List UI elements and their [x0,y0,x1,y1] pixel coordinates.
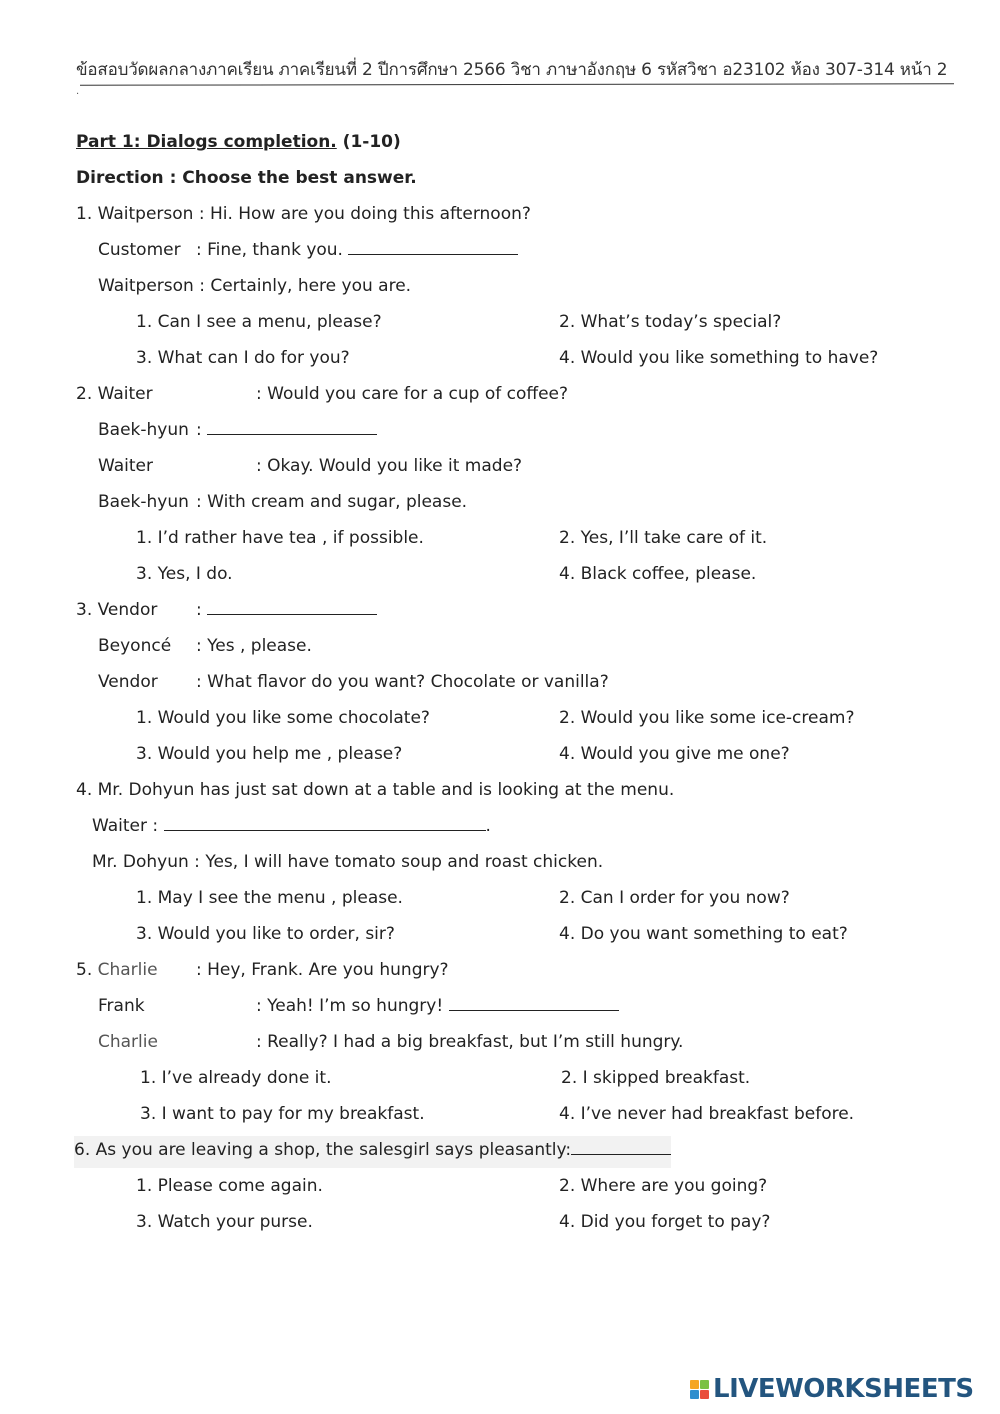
q4-line-2-end: . [485,816,491,836]
exam-header: ข้อสอบวัดผลกลางภาคเรียน ภาคเรียนที่ 2 ปีการศึกษา 2566 วิชา ภาษาอังกฤษ 6 รหัสวิชา อ23102 ห้อง 307-314 หน้า 2 [76,60,948,80]
q2-line-4: : With cream and sugar, please. [196,492,468,512]
q2-line-1: : Would you care for a cup of coffee? [256,384,569,404]
q4-line-1: 4. Mr. Dohyun has just sat down at a table and is looking at the menu. [76,780,675,800]
q6-choice-3[interactable]: 3. Watch your purse. [136,1212,313,1232]
q6-choice-4[interactable]: 4. Did you forget to pay? [559,1212,771,1232]
q6-choice-1[interactable]: 1. Please come again. [136,1176,323,1196]
liveworksheets-logo [690,1374,974,1404]
logo-text: LIVEWORKSHEETS [713,1374,974,1404]
q5-speaker-charlie: Charlie [97,960,158,980]
q1-answer-blank[interactable] [348,238,518,255]
q2-choice-2[interactable]: 2. Yes, I’ll take care of it. [559,528,768,548]
logo-square-1 [690,1380,699,1389]
part-range: (1-10) [336,132,401,152]
q3-choice-2[interactable]: 2. Would you like some ice-cream? [559,708,855,728]
liveworksheets-logo-icon [690,1380,709,1399]
q3-choice-3[interactable]: 3. Would you help me , please? [136,744,403,764]
q1-line-3: Waitperson : Certainly, here you are. [98,276,412,296]
q2-speaker-waiter-2: Waiter [98,456,153,476]
q1-line-2-text: : Fine, thank you. [196,240,349,260]
q4-choice-4[interactable]: 4. Do you want something to eat? [559,924,848,944]
q1-choice-1[interactable]: 1. Can I see a menu, please? [136,312,382,332]
q6-line-1-text: 6. As you are leaving a shop, the salesgirl says pleasantly: [74,1140,572,1160]
q2-speaker-baekhyun-2: Baek-hyun [98,492,189,512]
q4-line-2 [92,814,491,838]
direction: Direction : Choose the best answer. [76,168,417,188]
header-divider [80,83,954,86]
q5-choice-3[interactable]: 3. I want to pay for my breakfast. [140,1104,425,1124]
q1-choice-4[interactable]: 4. Would you like something to have? [559,348,879,368]
q2-choice-3[interactable]: 3. Yes, I do. [136,564,233,584]
q5-speaker-charlie-2: Charlie [98,1032,158,1052]
q5-choice-1[interactable]: 1. I’ve already done it. [140,1068,332,1088]
q3-speaker-vendor-2: Vendor [98,672,158,692]
q1-line-1: 1. Waitperson : Hi. How are you doing this afternoon? [76,204,531,224]
q3-line-2: : Yes , please. [196,636,312,656]
q2-line-2-text: : [196,420,208,440]
q4-line-2-text: Waiter : [92,816,164,836]
q4-choice-3[interactable]: 3. Would you like to order, sir? [136,924,395,944]
q4-choice-2[interactable]: 2. Can I order for you now? [559,888,790,908]
q5-line-3: : Really? I had a big breakfast, but I’m still hungry. [256,1032,684,1052]
q4-choice-1[interactable]: 1. May I see the menu , please. [136,888,403,908]
q3-answer-blank[interactable] [207,598,377,615]
q3-speaker-vendor: 3. Vendor [76,600,158,620]
q4-line-3: Mr. Dohyun : Yes, I will have tomato soup and roast chicken. [92,852,604,872]
q3-choice-4[interactable]: 4. Would you give me one? [559,744,790,764]
logo-square-3 [690,1390,699,1399]
q2-choice-1[interactable]: 1. I’d rather have tea , if possible. [136,528,424,548]
part-title-text: Part 1: Dialogs completion. [76,132,337,152]
q2-line-2 [196,418,377,442]
q5-choice-2[interactable]: 2. I skipped breakfast. [561,1068,751,1088]
q5-speaker-frank: Frank [98,996,145,1016]
q5-number: 5. [76,960,98,980]
q1-choice-2[interactable]: 2. What’s today’s special? [559,312,782,332]
q5-line-1: : Hey, Frank. Are you hungry? [196,960,449,980]
q3-line-1-text: : [196,600,208,620]
q3-line-1 [196,598,377,622]
q2-line-3: : Okay. Would you like it made? [256,456,523,476]
q2-speaker-waiter: 2. Waiter [76,384,153,404]
logo-square-4 [700,1390,709,1399]
q1-line-2 [196,238,518,262]
q3-speaker-beyonce: Beyoncé [98,636,172,656]
q3-choice-1[interactable]: 1. Would you like some chocolate? [136,708,430,728]
q6-answer-blank[interactable] [571,1138,671,1155]
q1-speaker-customer: Customer [98,240,181,260]
q2-answer-blank[interactable] [207,418,377,435]
q6-choice-2[interactable]: 2. Where are you going? [559,1176,768,1196]
logo-square-2 [700,1380,709,1389]
q5-line-2 [256,994,619,1018]
q5-choice-4[interactable]: 4. I’ve never had breakfast before. [559,1104,855,1124]
q1-choice-3[interactable]: 3. What can I do for you? [136,348,350,368]
q4-answer-blank[interactable] [164,814,486,831]
q5-line-2-text: : Yeah! I’m so hungry! [256,996,449,1016]
header-dot: . [76,86,80,97]
part-title [76,130,401,154]
q5-line-1-start [76,958,158,982]
q2-speaker-baekhyun: Baek-hyun [98,420,189,440]
q2-choice-4[interactable]: 4. Black coffee, please. [559,564,757,584]
q5-answer-blank[interactable] [449,994,619,1011]
q6-line-1 [74,1136,671,1168]
q3-line-3: : What flavor do you want? Chocolate or vanilla? [196,672,609,692]
